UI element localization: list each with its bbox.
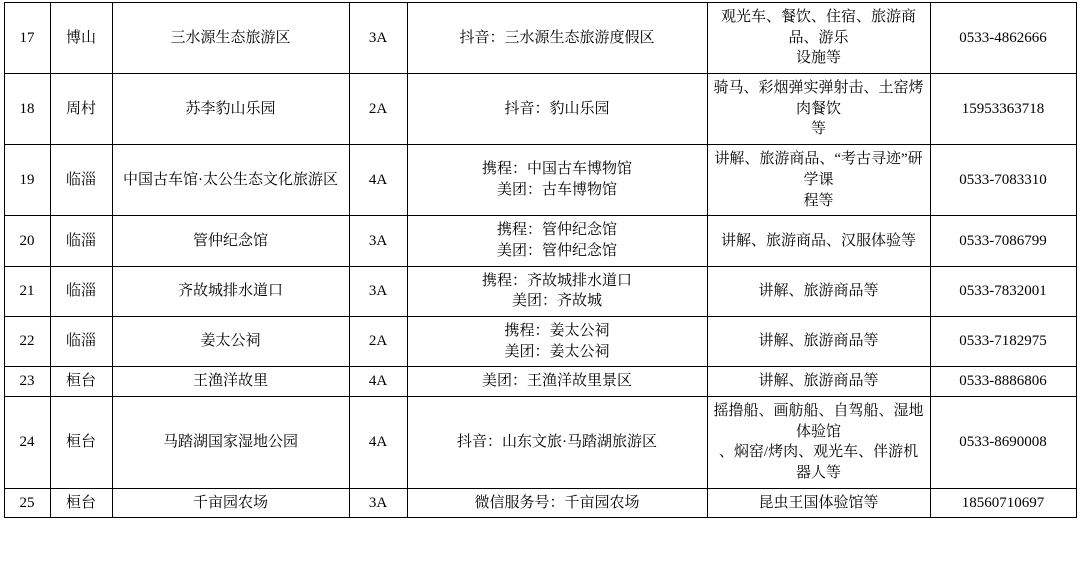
row-name-cell [112, 488, 349, 518]
row-index-cell-text: 22 [19, 333, 35, 350]
row-platform-cell-line: 抖音：三水源生态旅游度假区 [459, 29, 655, 46]
row-level-cell-text: 3A [368, 282, 388, 299]
row-level-cell [349, 216, 407, 266]
row-name-cell-text: 王渔洋故里 [192, 373, 268, 390]
row-index-cell [4, 488, 50, 518]
row-level-cell [349, 397, 407, 489]
row-level-cell [349, 74, 407, 145]
row-platform-cell-line: 携程：管仲纪念馆 [496, 222, 617, 239]
row-platform-cell [407, 367, 707, 397]
row-area-cell [50, 3, 112, 74]
row-platform-cell [407, 397, 707, 489]
row-platform-cell [407, 316, 707, 366]
row-index-cell [4, 397, 50, 489]
table-row [4, 266, 1076, 316]
table-row [4, 397, 1076, 489]
row-phone-cell-text: 0533-7083310 [959, 171, 1047, 188]
row-area-cell [50, 145, 112, 216]
row-area-cell-text: 桓台 [65, 373, 96, 390]
row-level-cell [349, 488, 407, 518]
row-services-cell-line: 讲解、旅游商品等 [758, 333, 879, 350]
row-phone-cell-text: 0533-7086799 [959, 232, 1047, 249]
row-name-cell-text: 姜太公祠 [200, 333, 261, 350]
table-row [4, 367, 1076, 397]
row-name-cell-text: 管仲纪念馆 [192, 232, 268, 249]
row-platform-cell-line: 美团：管仲纪念馆 [496, 242, 617, 259]
row-services-cell [707, 74, 930, 145]
row-platform-cell-line: 携程：齐故城排水道口 [481, 272, 632, 289]
row-services-cell-line: 讲解、旅游商品、汉服体验等 [720, 232, 916, 249]
row-services-cell-line: 讲解、旅游商品等 [758, 373, 879, 390]
row-index-cell-text: 20 [19, 232, 35, 249]
row-index-cell-text: 17 [19, 29, 35, 46]
row-services-cell [707, 488, 930, 518]
row-area-cell [50, 216, 112, 266]
row-phone-cell-text: 0533-7182975 [959, 333, 1047, 350]
row-platform-cell-line: 抖音：豹山乐园 [504, 100, 610, 117]
row-platform-cell-line: 美团：姜太公祠 [504, 343, 610, 360]
row-area-cell [50, 316, 112, 366]
row-level-cell-text: 2A [368, 333, 388, 350]
row-area-cell-text: 桓台 [65, 494, 96, 511]
row-index-cell [4, 145, 50, 216]
row-services-cell-line: 讲解、旅游商品等 [758, 282, 879, 299]
row-phone-cell [930, 3, 1076, 74]
row-phone-cell [930, 488, 1076, 518]
row-level-cell [349, 316, 407, 366]
row-name-cell [112, 397, 349, 489]
row-index-cell-text: 25 [19, 494, 35, 511]
row-phone-cell-text: 0533-8886806 [959, 373, 1047, 390]
row-platform-cell [407, 216, 707, 266]
row-level-cell-text: 4A [368, 434, 388, 451]
row-services-cell [707, 367, 930, 397]
row-area-cell-text: 桓台 [65, 434, 96, 451]
row-level-cell [349, 266, 407, 316]
row-phone-cell [930, 74, 1076, 145]
row-level-cell-text: 4A [368, 373, 388, 390]
row-name-cell [112, 316, 349, 366]
table-row [4, 3, 1076, 74]
row-services-cell-line: 等 [810, 121, 826, 138]
row-area-cell-text: 临淄 [65, 232, 96, 249]
row-index-cell [4, 74, 50, 145]
scenic-area-table [4, 2, 1077, 518]
row-platform-cell [407, 488, 707, 518]
row-services-cell-line: 讲解、旅游商品、“考古寻迹”研学课 [714, 151, 923, 188]
row-services-cell-line: 骑马、彩烟弹实弹射击、土窑烤肉餐饮 [713, 80, 924, 117]
row-name-cell-text: 齐故城排水道口 [177, 282, 283, 299]
row-level-cell [349, 3, 407, 74]
row-area-cell-text: 临淄 [65, 333, 96, 350]
row-area-cell [50, 397, 112, 489]
row-services-cell-line: 程等 [803, 192, 834, 209]
row-level-cell-text: 3A [368, 494, 388, 511]
row-area-cell [50, 74, 112, 145]
row-phone-cell [930, 266, 1076, 316]
row-services-cell-line: 设施等 [795, 50, 841, 67]
row-index-cell [4, 3, 50, 74]
table-row [4, 316, 1076, 366]
row-index-cell-text: 19 [19, 171, 35, 188]
row-services-cell [707, 397, 930, 489]
row-phone-cell [930, 397, 1076, 489]
row-level-cell-text: 3A [368, 232, 388, 249]
row-index-cell [4, 367, 50, 397]
row-platform-cell-line: 携程：中国古车博物馆 [481, 161, 632, 178]
row-index-cell-text: 24 [19, 434, 35, 451]
row-level-cell-text: 3A [368, 29, 388, 46]
row-platform-cell-line: 携程：姜太公祠 [504, 322, 610, 339]
row-phone-cell [930, 316, 1076, 366]
row-name-cell-text: 三水源生态旅游区 [170, 29, 291, 46]
row-index-cell-text: 23 [19, 373, 35, 390]
row-phone-cell-text: 18560710697 [961, 494, 1045, 511]
row-level-cell-text: 4A [368, 171, 388, 188]
row-area-cell [50, 488, 112, 518]
table-row [4, 216, 1076, 266]
row-name-cell [112, 216, 349, 266]
row-name-cell-text: 苏李豹山乐园 [185, 100, 276, 117]
row-name-cell [112, 3, 349, 74]
row-area-cell [50, 367, 112, 397]
row-phone-cell [930, 145, 1076, 216]
row-area-cell-text: 周村 [65, 100, 96, 117]
row-services-cell-line: 昆虫王国体验馆等 [758, 494, 879, 511]
row-services-cell [707, 216, 930, 266]
row-area-cell-text: 博山 [65, 29, 96, 46]
row-platform-cell [407, 145, 707, 216]
row-phone-cell-text: 0533-4862666 [959, 29, 1047, 46]
row-platform-cell-line: 微信服务号：千亩园农场 [474, 494, 640, 511]
row-platform-cell-line: 美团：齐故城 [511, 293, 602, 310]
row-phone-cell [930, 367, 1076, 397]
row-phone-cell-text: 0533-7832001 [959, 282, 1047, 299]
row-index-cell [4, 216, 50, 266]
row-phone-cell [930, 216, 1076, 266]
row-platform-cell [407, 3, 707, 74]
row-area-cell-text: 临淄 [65, 282, 96, 299]
table-row [4, 488, 1076, 518]
row-services-cell-line: 观光车、餐饮、住宿、旅游商品、游乐 [720, 9, 916, 46]
row-platform-cell-line: 抖音：山东文旅·马踏湖旅游区 [457, 434, 657, 451]
row-index-cell [4, 316, 50, 366]
row-area-cell [50, 266, 112, 316]
table-row [4, 145, 1076, 216]
row-services-cell [707, 3, 930, 74]
row-services-cell [707, 316, 930, 366]
row-area-cell-text: 临淄 [65, 171, 96, 188]
row-level-cell [349, 367, 407, 397]
row-platform-cell-line: 美团：古车博物馆 [496, 182, 617, 199]
row-name-cell [112, 367, 349, 397]
row-services-cell [707, 145, 930, 216]
row-name-cell [112, 74, 349, 145]
row-name-cell [112, 266, 349, 316]
row-index-cell-text: 18 [19, 100, 35, 117]
row-index-cell [4, 266, 50, 316]
row-platform-cell-line: 美团：王渔洋故里景区 [481, 373, 632, 390]
row-phone-cell-text: 15953363718 [961, 100, 1045, 117]
row-platform-cell [407, 266, 707, 316]
row-services-cell [707, 266, 930, 316]
row-level-cell [349, 145, 407, 216]
row-index-cell-text: 21 [19, 282, 35, 299]
row-name-cell [112, 145, 349, 216]
row-level-cell-text: 2A [368, 100, 388, 117]
row-name-cell-text: 千亩园农场 [192, 494, 268, 511]
table-row [4, 74, 1076, 145]
row-name-cell-text: 马踏湖国家湿地公园 [162, 434, 298, 451]
row-phone-cell-text: 0533-8690008 [959, 434, 1047, 451]
row-services-cell-line: 、焖窑/烤肉、观光车、伴游机器人等 [718, 444, 919, 482]
row-services-cell-line: 摇撸船、画舫船、自驾船、湿地体验馆 [713, 403, 924, 440]
row-platform-cell [407, 74, 707, 145]
row-name-cell-text: 中国古车馆·太公生态文化旅游区 [123, 171, 338, 188]
